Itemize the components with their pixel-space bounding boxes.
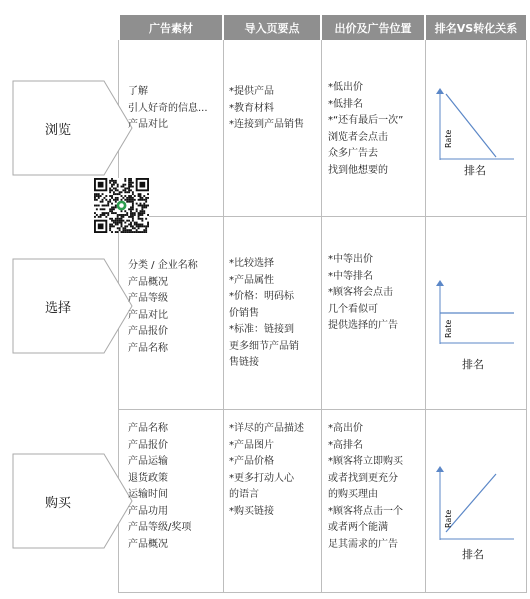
- list-item: 产品概况: [128, 538, 168, 550]
- materials-select: [128, 258, 198, 357]
- stage-browse: [12, 80, 136, 176]
- list-item: 了解: [128, 86, 148, 97]
- bidding-purchase: [328, 421, 403, 553]
- list-item: 找到他想要的: [328, 164, 388, 176]
- y-axis-label: Rate: [444, 129, 453, 148]
- list-item: 提供选择的广告: [328, 320, 398, 331]
- grid-right: [526, 40, 527, 592]
- list-item: 浏览者会点击: [328, 131, 388, 143]
- stage-select: [12, 258, 136, 354]
- qr-code: [94, 178, 149, 233]
- landing-browse: [229, 84, 304, 134]
- rank-chart-browse: [436, 88, 516, 178]
- landing-select: [229, 256, 299, 372]
- list-item: 退货政策: [128, 472, 168, 484]
- list-item: *比较选择: [229, 258, 274, 269]
- list-item: *提供产品: [229, 86, 274, 97]
- list-item: 价销售: [229, 307, 259, 319]
- list-item: 足其需求的广告: [328, 538, 398, 550]
- list-item: 运输时间: [128, 489, 168, 500]
- list-item: 几个看似可: [328, 303, 378, 315]
- list-item: *“还有最后一次”: [328, 115, 404, 126]
- landing-purchase: [229, 421, 304, 520]
- y-axis-label: Rate: [444, 509, 453, 528]
- header-materials: 广告素材: [120, 15, 222, 40]
- header-bidding: 出价及广告位置: [322, 15, 424, 40]
- list-item: 产品概况: [128, 276, 168, 288]
- list-item: *顾客将会点击: [328, 287, 393, 298]
- list-item: 售链接: [229, 357, 259, 368]
- x-axis-label: 排名: [462, 358, 484, 371]
- list-item: *中等排名: [328, 270, 373, 282]
- stage-label-purchase: 购买: [44, 495, 71, 511]
- list-item: 产品名称: [128, 423, 168, 434]
- grid-col-3: [425, 40, 426, 592]
- list-item: 产品等级/奖项: [128, 522, 192, 533]
- grid-row-2: [118, 409, 527, 410]
- list-item: 更多细节产品销: [229, 340, 299, 352]
- list-item: 的语言: [229, 489, 259, 500]
- list-item: 产品等级: [128, 293, 168, 304]
- list-item: 产品名称: [128, 342, 168, 354]
- list-item: 分类 / 企业名称: [128, 260, 198, 271]
- list-item: *产品图片: [229, 439, 274, 451]
- grid-bottom: [118, 592, 527, 593]
- list-item: *购买链接: [229, 505, 274, 517]
- list-item: *低出价: [328, 82, 363, 93]
- list-item: 或者两个能满: [328, 522, 388, 533]
- list-item: *更多打动人心: [229, 472, 294, 484]
- list-item: *产品价格: [229, 456, 274, 467]
- list-item: 产品对比: [128, 119, 168, 130]
- y-axis-arrow: [436, 466, 444, 472]
- header-rank-vs-conversion: 排名VS转化关系: [426, 15, 526, 40]
- list-item: 产品运输: [128, 456, 168, 467]
- list-item: *标准：链接到: [229, 324, 294, 335]
- list-item: *详尽的产品描述: [229, 423, 304, 434]
- list-item: *顾客将点击一个: [328, 505, 403, 517]
- header-landing: 导入页要点: [224, 15, 320, 40]
- list-item: 产品功用: [128, 505, 168, 517]
- trend-line: [446, 474, 496, 532]
- materials-browse: [128, 84, 208, 134]
- stage-label-select: 选择: [44, 300, 71, 316]
- list-item: 产品对比: [128, 309, 168, 321]
- list-item: *价格：明码标: [229, 291, 294, 302]
- rank-chart-select: [436, 280, 516, 370]
- y-axis-label: Rate: [444, 319, 453, 338]
- x-axis-label: 排名: [464, 164, 486, 177]
- list-item: 或者找到更充分: [328, 472, 398, 484]
- grid-row-1: [118, 216, 527, 217]
- list-item: 引人好奇的信息...: [128, 102, 208, 114]
- list-item: *低排名: [328, 98, 363, 110]
- materials-purchase: [128, 421, 191, 553]
- grid-col-2: [321, 40, 322, 592]
- x-axis-label: 排名: [462, 548, 484, 561]
- list-item: *连接到产品销售: [229, 119, 304, 130]
- bidding-browse: [328, 80, 403, 179]
- list-item: 产品报价: [128, 439, 168, 451]
- list-item: *高出价: [328, 423, 363, 434]
- rank-chart-purchase: [436, 466, 516, 566]
- list-item: 的购买理由: [328, 489, 378, 500]
- list-item: *高排名: [328, 439, 363, 451]
- list-item: *产品属性: [229, 274, 274, 286]
- trend-line: [446, 94, 496, 157]
- list-item: *顾客将立即购买: [328, 456, 403, 467]
- y-axis-arrow: [436, 280, 444, 286]
- y-axis-arrow: [436, 88, 444, 94]
- list-item: 众多广告去: [328, 148, 378, 159]
- stage-label-browse: 浏览: [44, 122, 71, 138]
- list-item: 产品报价: [128, 326, 168, 337]
- stage-purchase: [12, 453, 136, 549]
- grid-col-1: [223, 40, 224, 592]
- list-item: *教育材料: [229, 102, 274, 114]
- bidding-select: [328, 252, 398, 335]
- list-item: *中等出价: [328, 254, 373, 265]
